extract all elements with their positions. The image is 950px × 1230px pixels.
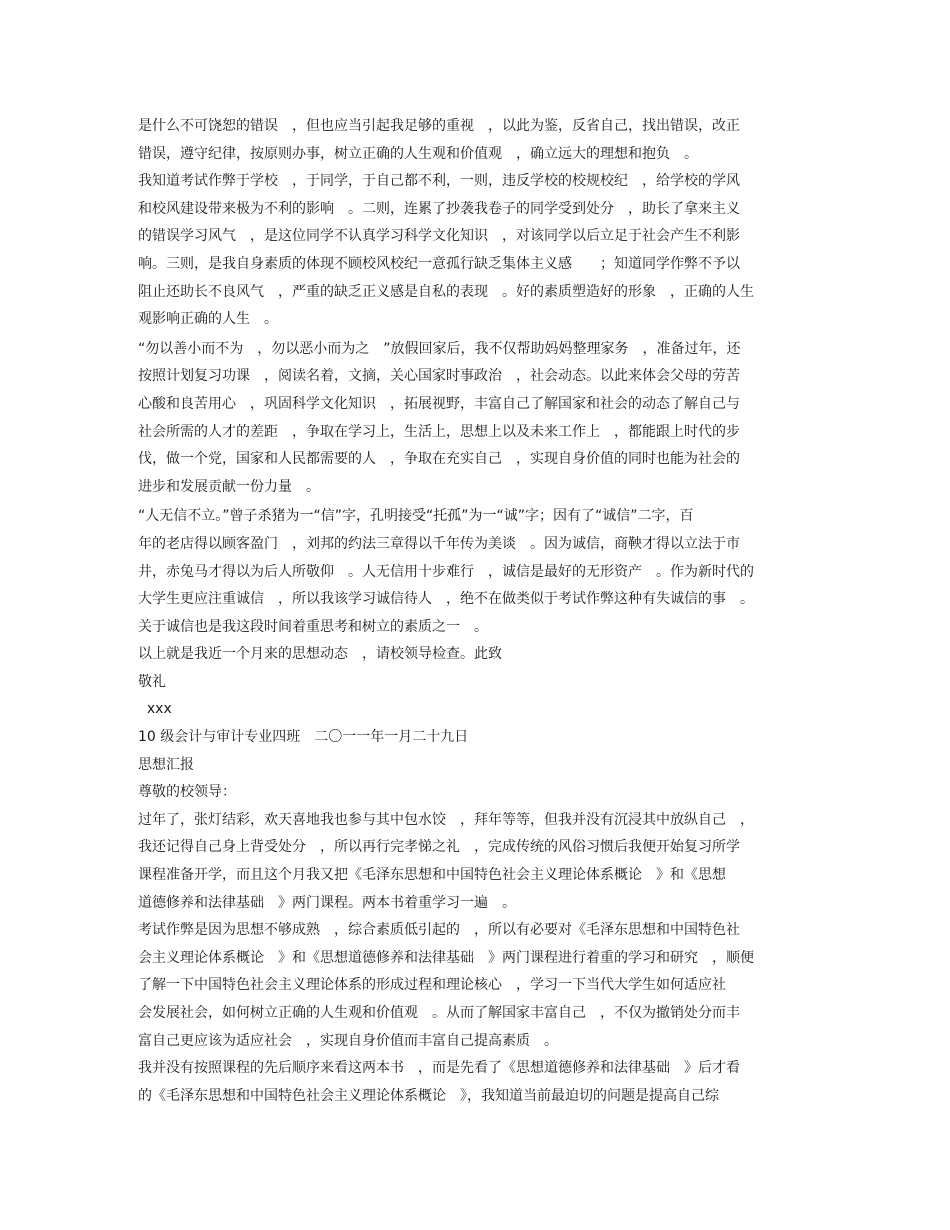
signature-class-date: 10 级会计与审计专业四班 二〇一一年一月二十九日	[138, 729, 469, 746]
text-line: 年的老店得以顾客盈门 ，刘邦的约法三章得以千年传为美谈 。因为诚信，商鞅才得以立法于市	[138, 535, 740, 552]
text-line: 课程准备开学，而且这个月我又把《毛泽东思想和中国特色社会主义理论体系概论 》和《思想	[138, 867, 726, 884]
closing-line: 以上就是我近一个月来的思想动态 ，请校领导检查。此致	[138, 646, 502, 663]
text-line: “人无信不立。”曾子杀猪为一“信”字，孔明接受“托孤”为一“诚”字；因有了“诚信”二字，百	[138, 508, 694, 525]
text-line: 井，赤兔马才得以为后人所敬仰 。人无信用十步难行 ，诚信是最好的无形资产 。作为新时代的	[138, 563, 754, 580]
text-line: 富自己更应该为适应社会 ，实现自身价值而丰富自己提高素质 。	[138, 1032, 558, 1049]
text-line: 的《毛泽东思想和中国特色社会主义理论体系概论 》，我知道当前最迫切的问题是提高自己综	[138, 1087, 719, 1104]
text-line: 会发展社会，如何树立正确的人生观和价值观 。从而了解国家丰富自己 ，不仅为撤销处分而丰	[138, 1005, 740, 1021]
text-line: 是什么不可饶恕的错误 ，但也应当引起我足够的重视 ，以此为鉴，反省自己，找出错误，改正	[138, 118, 740, 134]
text-line: 伐，做一个党，国家和人民都需要的人 ，争取在充实自己 ，实现自身价值的同时也能为社会的	[138, 451, 740, 468]
text-line: 错误，遵守纪律，按原则办事，树立正确的人生观和价值观 ，确立远大的理想和抱负 。	[138, 145, 698, 162]
text-line: 我并没有按照课程的先后顺序来看这两本书 ，而是先看了《思想道德修养和法律基础 》后才看	[138, 1060, 740, 1077]
text-line: 道德修养和法律基础 》两门课程。两本书着重学习一遍 。	[138, 894, 516, 911]
text-line: 关于诚信也是我这段时间着重思考和树立的素质之一 。	[138, 618, 488, 635]
text-line: 我知道考试作弊于学校 ，于同学，于自己都不利，一则，违反学校的校规校纪 ，给学校的学风	[138, 173, 740, 190]
text-line: 的错误学习风气 ，是这位同学不认真学习科学文化知识 ，对该同学以后立足于社会产生不利影	[138, 228, 740, 245]
text-line: 过年了，张灯结彩，欢天喜地我也参与其中包水饺 ，拜年等等，但我并没有沉浸其中放纵自己 ，	[138, 811, 754, 828]
text-line: 心酸和良苦用心 ，巩固科学文化知识 ，拓展视野，丰富自己了解国家和社会的动态了解自己与	[138, 395, 740, 412]
text-line: 我还记得自己身上背受处分 ，所以再行完孝悌之礼 ，完成传统的风俗习惯后我便开始复习所学	[138, 839, 740, 856]
text-line: 阻止还助长不良风气 ，严重的缺乏正义感是自私的表现 。好的素质塑造好的形象 ，正确的人生	[138, 283, 754, 300]
document-body	[138, 113, 810, 1110]
text-line: 进步和发展贡献一份力量 。	[138, 478, 320, 495]
text-line: 会主义理论体系概论 》和《思想道德修养和法律基础 》两门课程进行着重的学习和研究 ，顺便	[138, 949, 754, 966]
text-line: 了解一下中国特色社会主义理论体系的形成过程和理论核心 ，学习一下当代大学生如何适应社	[138, 977, 726, 994]
text-line: 响。三则，是我自身素质的体现不顾校风校纪一意孤行缺乏集体主义感 ；知道同学作弊不予以	[138, 255, 740, 272]
salutation: 敬礼	[138, 673, 166, 690]
greeting: 尊敬的校领导：	[138, 784, 236, 801]
text-line: 按照计划复习功课 ，阅读名着，文摘，关心国家时事政治 ，社会动态。以此来体会父母的劳苦	[138, 368, 740, 385]
text-line: 观影响正确的人生 。	[138, 311, 278, 328]
text-line: 和校风建设带来极为不利的影响 。二则，连累了抄袭我卷子的同学受到处分 ，助长了拿来主义	[138, 200, 740, 217]
text-line: 大学生更应注重诚信 ，所以我该学习诚信待人 ，绝不在做类似于考试作弊这种有失诚信的事 。	[138, 591, 754, 608]
text-line: 考试作弊是因为思想不够成熟 ，综合素质低引起的 ，所以有必要对《毛泽东思想和中国特色社	[138, 922, 740, 939]
text-line: 社会所需的人才的差距 ，争取在学习上，生活上，思想上以及未来工作上 ，都能跟上时代的步	[138, 423, 740, 440]
section-title: 思想汇报	[138, 756, 194, 773]
signature-name: xxx	[138, 701, 172, 718]
text-line: “勿以善小而不为 ，勿以恶小而为之 ”放假回家后，我不仅帮助妈妈整理家务 ，准备过年，还	[138, 340, 741, 357]
